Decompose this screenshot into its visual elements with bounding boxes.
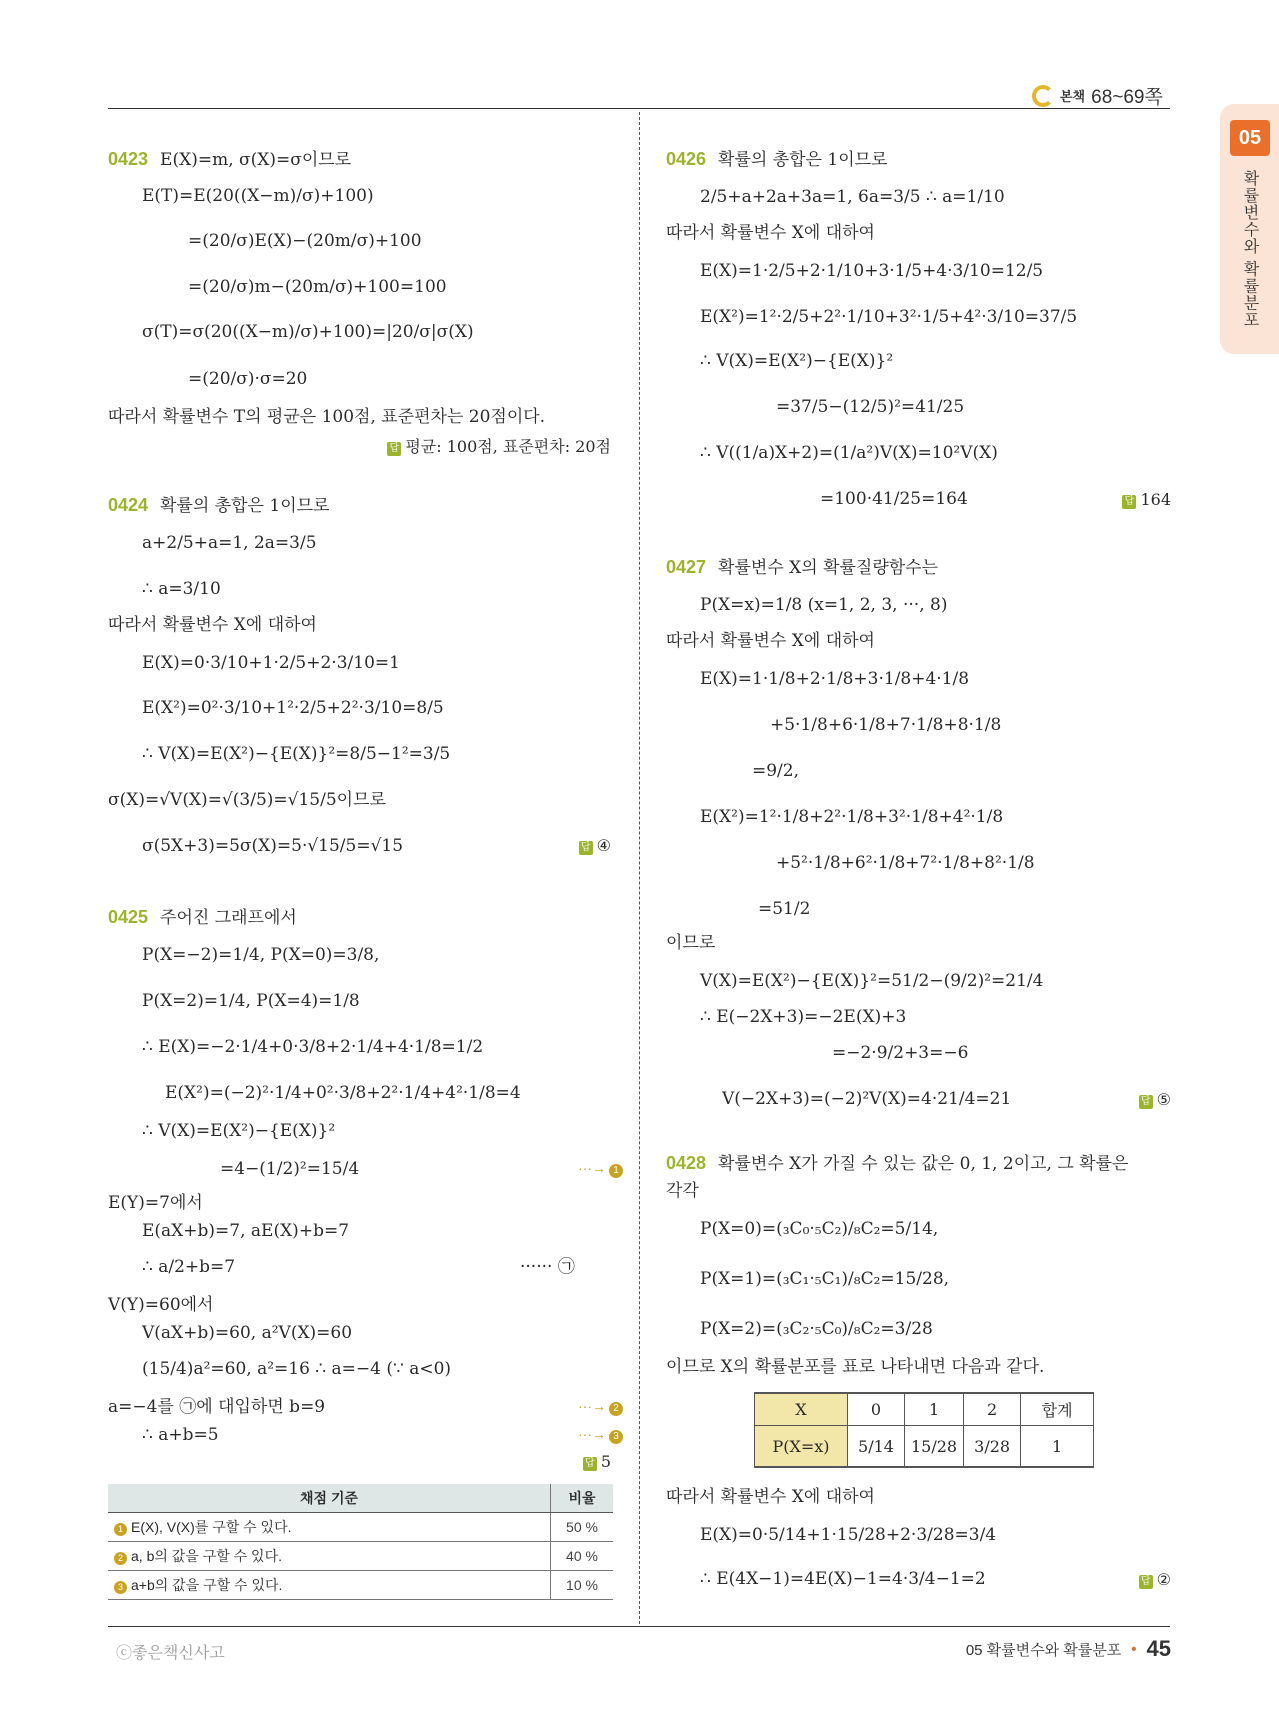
math-line: +5²·1/8+6²·1/8+7²·1/8+8²·1/8: [776, 853, 1035, 873]
math-line: =4−(1/2)²=15/4: [220, 1159, 360, 1179]
math-line: E(X²)=0²·3/10+1²·2/5+2²·3/10=8/5: [142, 698, 444, 718]
math-line: ∴ V(X)=E(X²)−{E(X)}²: [700, 351, 894, 371]
page-reference: [1032, 82, 1163, 109]
math-line: E(X²)=1²·2/5+2²·1/10+3²·1/5+4²·3/10=37/5: [700, 307, 1078, 327]
probability-distribution-table: [754, 1392, 1094, 1468]
math-line: a=−4를 ㉠에 대입하면 b=9: [108, 1397, 326, 1417]
math-line: ∴ E(4X−1)=4E(X)−1=4·3/4−1=2: [700, 1569, 986, 1589]
math-line: ∴ a=3/10: [142, 579, 221, 599]
math-line: E(T)=E(20((X−m)/σ)+100): [142, 186, 374, 206]
answer: 답 ④: [579, 836, 611, 855]
text-line: 따라서 확률변수 X에 대하여: [108, 615, 317, 635]
math-line: +5·1/8+6·1/8+7·1/8+8·1/8: [770, 715, 1002, 735]
text-line: 따라서 확률변수 X에 대하여: [666, 1487, 875, 1507]
text-line: 이므로 X의 확률분포를 표로 나타내면 다음과 같다.: [666, 1357, 1045, 1377]
math-line: ∴ V(X)=E(X²)−{E(X)}²: [142, 1121, 336, 1141]
problem-0425-header: 0425 주어진 그래프에서: [108, 907, 297, 928]
copyright: ⓒ좋은책신사고: [116, 1645, 225, 1662]
math-line: ∴ a/2+b=7: [142, 1257, 236, 1277]
answer: 답 164: [1122, 490, 1171, 509]
problem-number: 0423: [108, 149, 149, 169]
ratio-header: 비율: [551, 1484, 614, 1513]
math-line: =37/5−(12/5)²=41/25: [776, 397, 965, 417]
math-line: P(X=−2)=1/4, P(X=0)=3/8,: [142, 945, 380, 965]
equation-marker: ······ ㉠: [520, 1257, 575, 1277]
math-line: =51/2: [758, 899, 811, 919]
problem-0426-header: 0426 확률의 총합은 1이므로: [666, 149, 888, 170]
text-line: E(Y)=7에서: [108, 1193, 203, 1213]
chapter-side-tab: [1220, 104, 1279, 354]
math-line: P(X=x)=1/8 (x=1, 2, 3, ···, 8): [700, 595, 948, 615]
step-marker-1: ···→ 1: [578, 1160, 623, 1178]
table-row: 1 E(X), V(X)를 구할 수 있다. 50 %: [108, 1513, 613, 1542]
math-line: =(20/σ)·σ=20: [188, 369, 308, 389]
answer: 답 5: [583, 1452, 611, 1471]
math-line: =−2·9/2+3=−6: [832, 1043, 969, 1063]
book-label: 본책: [1060, 89, 1086, 104]
footer-chapter-title: 05 확률변수와 확률분포: [965, 1641, 1122, 1659]
table-row: 2 a, b의 값을 구할 수 있다. 40 %: [108, 1542, 613, 1571]
math-line: =100·41/25=164: [820, 489, 968, 509]
math-line: E(X²)=1²·1/8+2²·1/8+3²·1/8+4²·1/8: [700, 807, 1004, 827]
math-line: =(20/σ)m−(20m/σ)+100=100: [188, 277, 447, 297]
answer: 답 ⑤: [1139, 1090, 1171, 1109]
answer: 답 평균: 100점, 표준편차: 20점: [387, 434, 611, 457]
chapter-title: 확률변수와 확률분포: [1241, 170, 1258, 329]
math-line: E(X)=0·5/14+1·15/28+2·3/28=3/4: [700, 1525, 997, 1545]
chapter-number: 05: [1230, 120, 1270, 156]
math-line: a+2/5+a=1, 2a=3/5: [142, 533, 317, 553]
page-number: 45: [1146, 1636, 1171, 1661]
answer-icon: 답: [583, 1457, 597, 1471]
math-line: ∴ a+b=5: [142, 1425, 219, 1445]
page-range: 68~69쪽: [1091, 87, 1163, 108]
math-line: ∴ V(X)=E(X²)−{E(X)}²=8/5−1²=3/5: [142, 744, 451, 764]
math-line: P(X=2)=(₃C₂·₅C₀)/₈C₂=3/28: [700, 1319, 933, 1339]
math-line: V(aX+b)=60, a²V(X)=60: [142, 1323, 353, 1343]
problem-0427-header: 0427 확률변수 X의 확률질량함수는: [666, 557, 939, 578]
math-line: =(20/σ)E(X)−(20m/σ)+100: [188, 231, 422, 251]
math-line: E(X)=0·3/10+1·2/5+2·3/10=1: [142, 653, 400, 673]
math-line: ∴ E(−2X+3)=−2E(X)+3: [700, 1007, 907, 1027]
text-line: 따라서 확률변수 X에 대하여: [666, 631, 875, 651]
math-line: (15/4)a²=60, a²=16 ∴ a=−4 (∵ a<0): [142, 1359, 452, 1379]
answer: 답 ②: [1139, 1570, 1171, 1589]
math-line: P(X=1)=(₃C₁·₅C₁)/₈C₂=15/28,: [700, 1269, 950, 1289]
criteria-header: 채점 기준: [108, 1484, 551, 1513]
table-row: 3 a+b의 값을 구할 수 있다. 10 %: [108, 1571, 613, 1600]
answer-icon: 답: [387, 442, 401, 456]
top-rule: [108, 108, 1170, 109]
math-line: ∴ E(X)=−2·1/4+0·3/8+2·1/4+4·1/8=1/2: [142, 1037, 484, 1057]
text-line: 이므로: [666, 933, 716, 953]
text-line: 따라서 확률변수 X에 대하여: [666, 223, 875, 243]
math-line: E(aX+b)=7, aE(X)+b=7: [142, 1221, 350, 1241]
math-line: E(X)=1·1/8+2·1/8+3·1/8+4·1/8: [700, 669, 970, 689]
answer-icon: 답: [1122, 495, 1136, 509]
math-line: V(X)=E(X²)−{E(X)}²=51/2−(9/2)²=21/4: [700, 971, 1044, 991]
math-line: σ(5X+3)=5σ(X)=5·√15/5=√15: [142, 836, 404, 856]
math-line: =9/2,: [752, 761, 800, 781]
math-line: ∴ V((1/a)X+2)=(1/a²)V(X)=10²V(X): [700, 443, 998, 463]
math-line: σ(T)=σ(20((X−m)/σ)+100)=|20/σ|σ(X): [142, 322, 474, 342]
table-row: X 0 1 2 합계: [755, 1393, 1094, 1426]
return-arrow-icon: [1032, 85, 1054, 107]
step-marker-3: ···→ 3: [578, 1426, 623, 1444]
math-line: E(X²)=(−2)²·1/4+0²·3/8+2²·1/4+4²·1/8=4: [165, 1083, 521, 1103]
page-footer: [966, 1636, 1171, 1662]
table-row: P(X=x) 5/14 15/28 3/28 1: [755, 1426, 1094, 1468]
text-line: 따라서 확률변수 T의 평균은 100점, 표준편차는 20점이다.: [108, 407, 546, 427]
text-line: V(Y)=60에서: [108, 1295, 214, 1315]
problem-0423-header: 0423 E(X)=m, σ(X)=σ이므로: [108, 149, 352, 170]
problem-0424-header: 0424 확률의 총합은 1이므로: [108, 495, 330, 516]
problem-0428-header: 0428 확률변수 X가 가질 수 있는 값은 0, 1, 2이고, 그 확률은: [666, 1153, 1129, 1174]
math-line: E(X)=1·2/5+2·1/10+3·1/5+4·3/10=12/5: [700, 261, 1044, 281]
answer-icon: 답: [579, 841, 593, 855]
math-line: V(−2X+3)=(−2)²V(X)=4·21/4=21: [722, 1089, 1012, 1109]
column-divider: [639, 112, 640, 1624]
grading-criteria-table: [108, 1484, 613, 1600]
text-line: 각각: [666, 1181, 699, 1201]
bottom-rule: [108, 1626, 1170, 1627]
math-line: P(X=0)=(₃C₀·₅C₂)/₈C₂=5/14,: [700, 1219, 939, 1239]
step-marker-2: ···→ 2: [578, 1398, 623, 1416]
bullet-icon: •: [1131, 1640, 1137, 1658]
math-line: σ(X)=√V(X)=√(3/5)=√15/5이므로: [108, 790, 386, 810]
answer-icon: 답: [1139, 1575, 1153, 1589]
math-line: 2/5+a+2a+3a=1, 6a=3/5 ∴ a=1/10: [700, 187, 1005, 207]
math-line: P(X=2)=1/4, P(X=4)=1/8: [142, 991, 360, 1011]
answer-icon: 답: [1139, 1095, 1153, 1109]
